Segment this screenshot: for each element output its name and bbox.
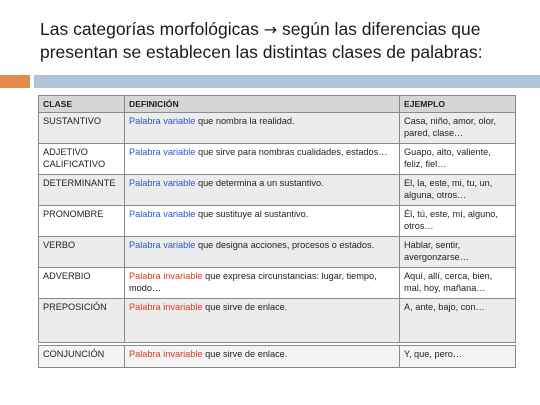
cell-ejemplo: El, la, este, mi, tu, un, alguna, otros… xyxy=(400,175,516,206)
cell-clase: SUSTANTIVO xyxy=(39,113,125,144)
word-type: Palabra variable xyxy=(129,116,196,126)
cell-ejemplo: Hablar, sentir, avergonzarse… xyxy=(400,237,516,268)
cell-definicion xyxy=(125,237,400,268)
table-row xyxy=(39,268,516,299)
header-ejemplo: EJEMPLO xyxy=(400,96,516,113)
right-arrow-icon: → xyxy=(263,20,278,39)
table-row xyxy=(39,175,516,206)
cell-definicion xyxy=(125,113,400,144)
word-type: Palabra variable xyxy=(129,178,196,188)
definition-text: que sirve de enlace. xyxy=(202,349,288,359)
cell-clase: CONJUNCIÓN xyxy=(39,346,125,368)
cell-definicion xyxy=(125,268,400,299)
word-type: Palabra variable xyxy=(129,240,196,250)
accent-bar-orange xyxy=(0,75,30,88)
word-type: Palabra invariable xyxy=(129,349,203,359)
slide-title xyxy=(40,18,520,64)
title-part-1: Las categorías morfológicas xyxy=(40,19,259,39)
cell-definicion xyxy=(125,175,400,206)
cell-clase: PRONOMBRE xyxy=(39,206,125,237)
cell-ejemplo: Él, tú, este, mí, alguno, otros… xyxy=(400,206,516,237)
conjunction-table xyxy=(38,345,516,368)
cell-clase: ADVERBIO xyxy=(39,268,125,299)
table-row xyxy=(39,237,516,268)
cell-definicion xyxy=(125,299,400,343)
definition-text: que determina a un sustantivo. xyxy=(195,178,324,188)
cell-definicion xyxy=(125,346,400,368)
definition-text: que sustituye al sustantivo. xyxy=(195,209,309,219)
cell-definicion xyxy=(125,144,400,175)
title-part-2: según las diferencias que presentan se establecen las distintas clases de palabras: xyxy=(40,19,483,62)
table-row xyxy=(39,299,516,343)
cell-definicion xyxy=(125,206,400,237)
table-row xyxy=(39,144,516,175)
definition-text: que designa acciones, procesos o estados. xyxy=(195,240,375,250)
cell-clase: PREPOSICIÓN xyxy=(39,299,125,343)
cell-clase: VERBO xyxy=(39,237,125,268)
word-type: Palabra invariable xyxy=(129,271,203,281)
definition-text: que sirve de enlace. xyxy=(202,302,288,312)
table-header-row xyxy=(39,96,516,113)
word-type: Palabra variable xyxy=(129,147,196,157)
cell-ejemplo: A, ante, bajo, con… xyxy=(400,299,516,343)
cell-clase: DETERMINANTE xyxy=(39,175,125,206)
header-definicion: DEFINICIÓN xyxy=(125,96,400,113)
definition-text: que sirve para nombras cualidades, estados… xyxy=(195,147,388,157)
word-type: Palabra variable xyxy=(129,209,196,219)
accent-bar-blue xyxy=(34,75,540,88)
word-type: Palabra invariable xyxy=(129,302,203,312)
table-row xyxy=(39,113,516,144)
definition-text: que expresa circunstancias: lugar, tiempo, modo… xyxy=(129,271,377,293)
cell-ejemplo: Y, que, pero… xyxy=(400,346,516,368)
word-classes-table xyxy=(38,95,516,343)
table-row xyxy=(39,346,516,368)
table-row xyxy=(39,206,516,237)
cell-ejemplo: Guapo, alto, valiente, feliz, fiel… xyxy=(400,144,516,175)
cell-clase: ADJETIVO CALIFICATIVO xyxy=(39,144,125,175)
cell-ejemplo: Aquí, allí, cerca, bien, mal, hoy, mañana… xyxy=(400,268,516,299)
definition-text: que nombra la realidad. xyxy=(195,116,295,126)
cell-ejemplo: Casa, niño, amor, olor, pared, clase… xyxy=(400,113,516,144)
header-clase: CLASE xyxy=(39,96,125,113)
